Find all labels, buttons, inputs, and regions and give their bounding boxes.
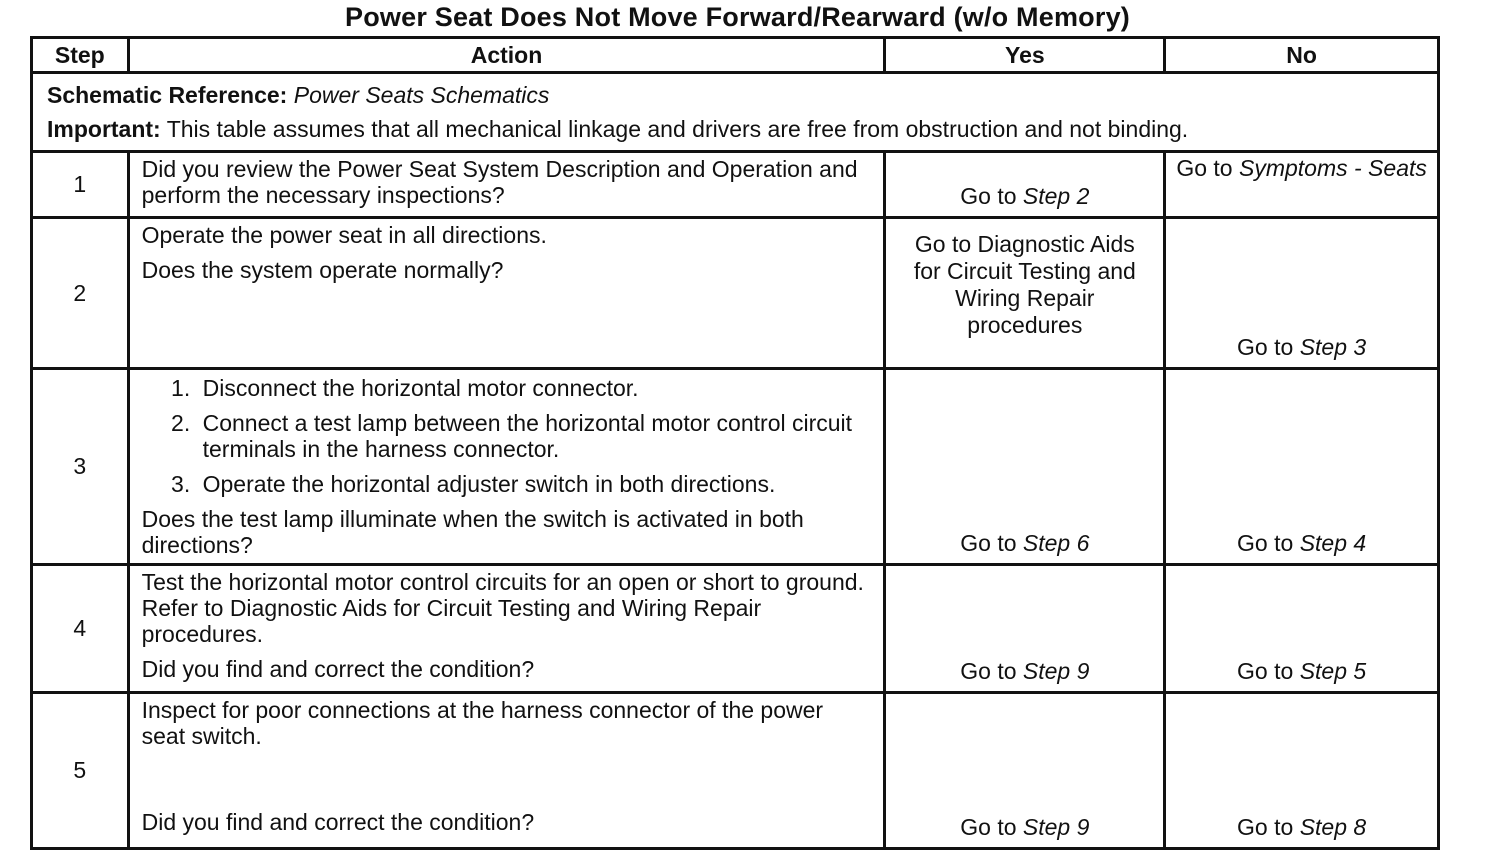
procedure-list bbox=[142, 375, 872, 497]
yes-answer bbox=[885, 565, 1165, 693]
no-answer bbox=[1165, 693, 1439, 849]
important-note bbox=[47, 112, 1423, 146]
goto-text: Go to bbox=[960, 658, 1017, 684]
no-link[interactable]: Step 4 bbox=[1299, 530, 1367, 556]
action-question: Did you find and correct the condition? bbox=[141, 809, 535, 835]
action-text: Inspect for poor connections at the harness connector of the power seat switch. bbox=[141, 697, 824, 749]
goto-text: Go to bbox=[1237, 814, 1294, 840]
goto-text: Go to bbox=[960, 530, 1017, 556]
page-title: Power Seat Does Not Move Forward/Rearward (w/o Memory) bbox=[345, 2, 1130, 32]
step-number: 5 bbox=[32, 693, 129, 849]
yes-link[interactable]: Step 2 bbox=[1022, 183, 1090, 209]
step-action bbox=[128, 218, 885, 369]
yes-link[interactable]: Step 6 bbox=[1022, 530, 1090, 556]
step-action bbox=[128, 152, 885, 218]
reference-row bbox=[32, 73, 1439, 152]
header-yes: Yes bbox=[885, 38, 1165, 73]
important-text: This table assumes that all mechanical linkage and drivers are free from obstruction and not binding. bbox=[166, 116, 1189, 142]
step-number: 3 bbox=[32, 369, 129, 565]
table-row bbox=[32, 152, 1439, 218]
goto-text: Go to bbox=[1237, 530, 1294, 556]
yes-answer bbox=[885, 693, 1165, 849]
step-action bbox=[128, 565, 885, 693]
action-stack bbox=[142, 697, 872, 835]
step-action bbox=[128, 369, 885, 565]
goto-text: Go to bbox=[1237, 658, 1294, 684]
no-answer bbox=[1165, 565, 1439, 693]
step-number: 4 bbox=[32, 565, 129, 693]
list-item: 2. Connect a test lamp between the horizontal motor control circuit terminals in the harness connector. bbox=[197, 410, 872, 462]
header-row bbox=[32, 38, 1439, 73]
no-answer bbox=[1165, 218, 1439, 369]
action-text: Did you review the Power Seat System Description and Operation and perform the necessary inspections? bbox=[141, 156, 858, 208]
step-number: 2 bbox=[32, 218, 129, 369]
goto-text: Go to bbox=[960, 814, 1017, 840]
action-text: Operate the power seat in all directions. bbox=[141, 222, 547, 248]
schematic-reference bbox=[47, 78, 1423, 112]
goto-text: Go to bbox=[1237, 334, 1294, 360]
yes-answer bbox=[885, 152, 1165, 218]
important-label: Important: bbox=[47, 116, 161, 142]
header-no: No bbox=[1165, 38, 1439, 73]
action-question: Does the test lamp illuminate when the switch is activated in both directions? bbox=[141, 506, 804, 558]
list-item: 1. Disconnect the horizontal motor connector. bbox=[197, 375, 872, 401]
diagnostic-table bbox=[30, 36, 1440, 850]
action-question: Does the system operate normally? bbox=[141, 257, 504, 283]
yes-answer bbox=[885, 369, 1165, 565]
table-row bbox=[32, 369, 1439, 565]
reference-cell bbox=[32, 73, 1439, 152]
yes-link[interactable]: Step 9 bbox=[1022, 658, 1090, 684]
no-answer bbox=[1165, 369, 1439, 565]
table-row bbox=[32, 693, 1439, 849]
yes-link[interactable]: Go to Diagnostic Aids for Circuit Testing and Wiring Repair procedures bbox=[913, 231, 1136, 338]
schematic-link[interactable]: Power Seats Schematics bbox=[293, 82, 550, 108]
goto-text: Go to bbox=[1176, 155, 1233, 181]
step-action bbox=[128, 693, 885, 849]
action-question: Did you find and correct the condition? bbox=[141, 656, 535, 682]
schematic-label: Schematic Reference: bbox=[47, 82, 288, 108]
no-link[interactable]: Step 8 bbox=[1299, 814, 1367, 840]
no-link[interactable]: Symptoms - Seats bbox=[1238, 155, 1427, 181]
table-row bbox=[32, 218, 1439, 369]
header-action: Action bbox=[128, 38, 885, 73]
list-item: 3. Operate the horizontal adjuster switch in both directions. bbox=[197, 471, 872, 497]
no-link[interactable]: Step 3 bbox=[1299, 334, 1367, 360]
header-step: Step bbox=[32, 38, 129, 73]
no-link[interactable]: Step 5 bbox=[1299, 658, 1367, 684]
no-answer bbox=[1165, 152, 1439, 218]
step-number: 1 bbox=[32, 152, 129, 218]
table-row bbox=[32, 565, 1439, 693]
goto-text: Go to bbox=[960, 183, 1017, 209]
action-text: Test the horizontal motor control circuits for an open or short to ground. Refer to Diagnostic Aids for Circuit Testing and Wiring Repair procedures. bbox=[141, 569, 864, 647]
yes-link[interactable]: Step 9 bbox=[1022, 814, 1090, 840]
yes-answer bbox=[885, 218, 1165, 369]
